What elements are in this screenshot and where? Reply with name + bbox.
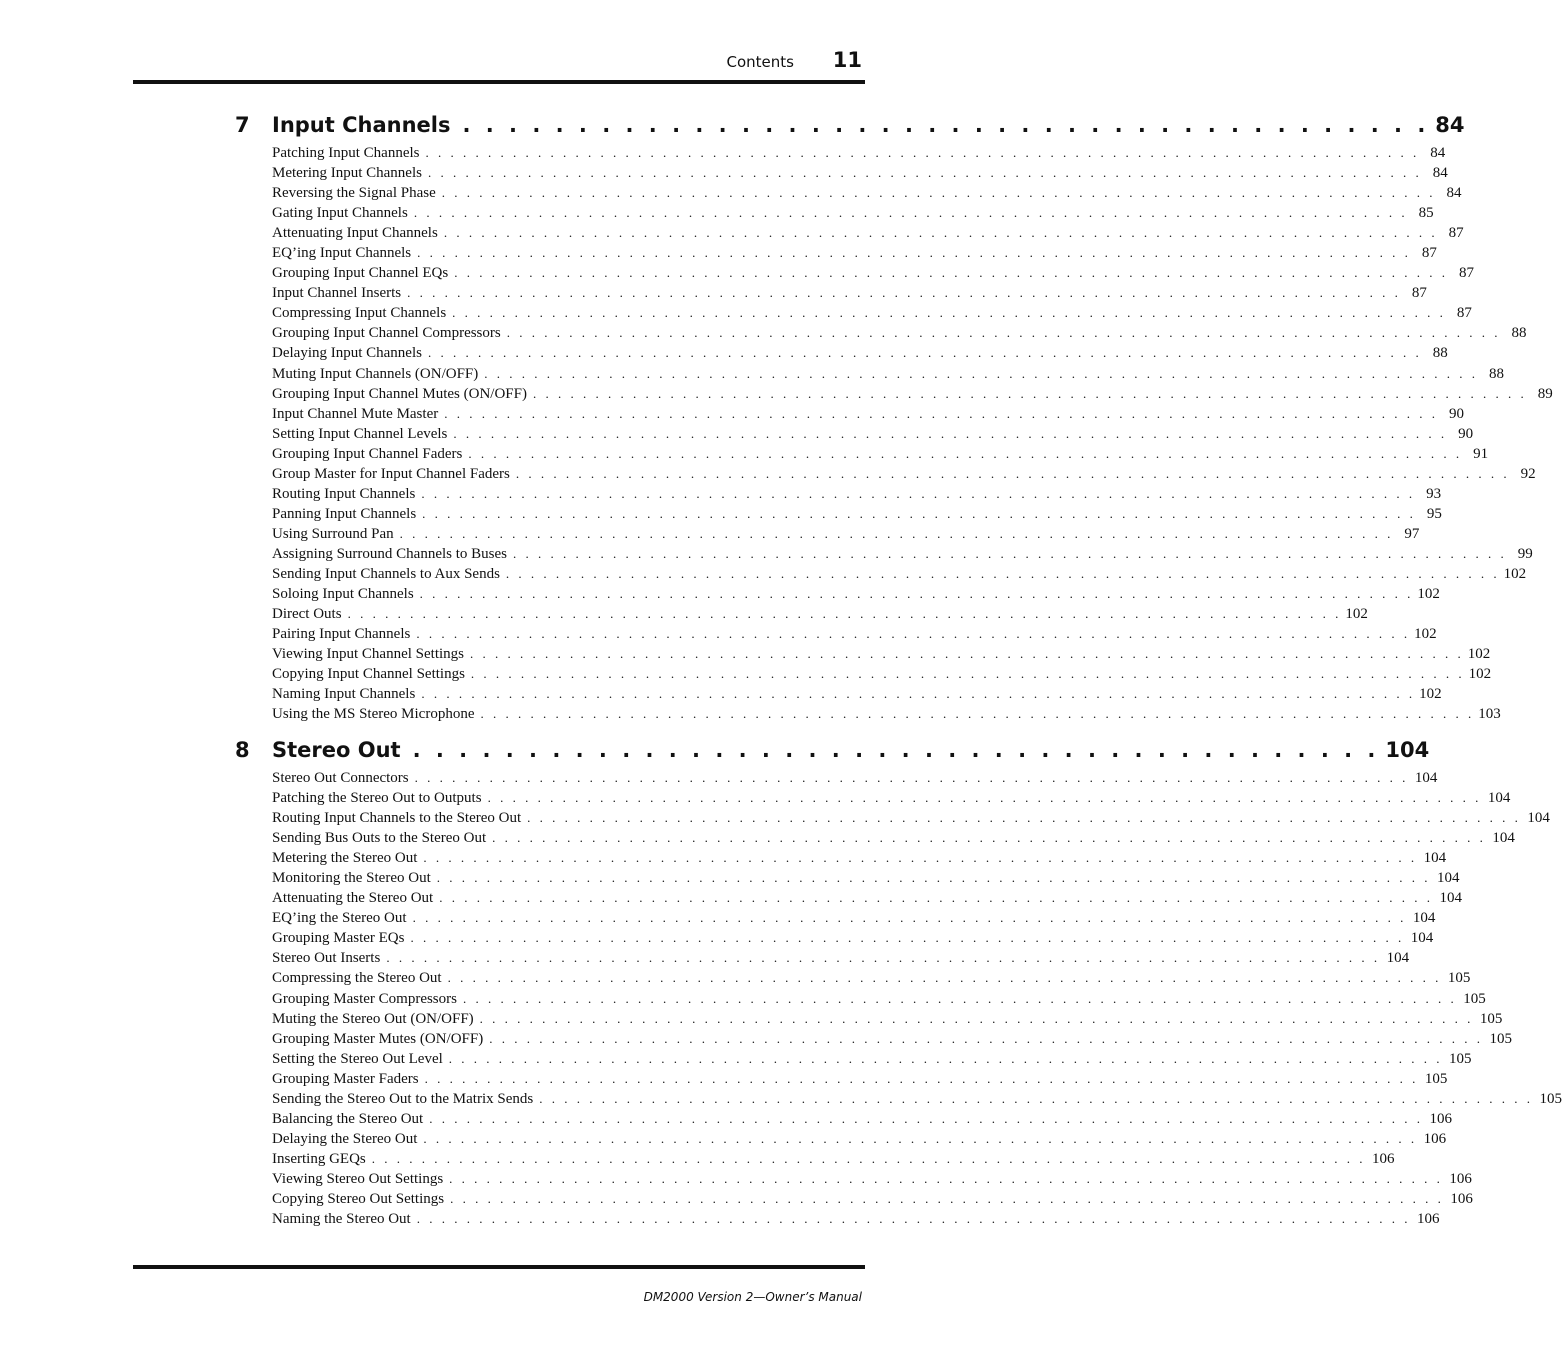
dot-leader: . . . . . . . . . . . . . . . . . . . . . . . . . . . . . . . . . . . . . . . . . . . . . . . . . . . . . . . . . . . . . . . . . . . . . . . . . . . . . . . .	[448, 1050, 1443, 1066]
dot-leader: . . . . . . . . . . . . . . . . . . . . . . . . . . . . . . . . . . . . . . . . . . . . . . . . . . . . . . . . . . . . . . . . . . . . . . . . . . . . . . . .	[452, 305, 1446, 321]
dot-leader: . . . . . . . . . . . . . . . . . . . . . . . . . . . . . . . . . . . . . . . . . . . . . . . . . . . . . . . . . . . . . . . . . . . . . . . . . . . . . . . .	[527, 810, 1521, 826]
toc-entry-page-number: 105	[1489, 1030, 1512, 1047]
dot-leader: . . . . . . . . . . . . . . . . . . . . . . . . . . . . . . . . . . . . . . . . . . . . . . . . . . . . . . . . . . . . . . . . . . . . . . . . . . . . . . . .	[371, 1150, 1366, 1166]
toc-entry[interactable]	[272, 770, 1438, 790]
toc-entry-title: Using the MS Stereo Microphone	[272, 706, 475, 723]
toc-entry-page-number: 84	[1446, 185, 1462, 202]
toc-entry-page-number: 87	[1448, 225, 1464, 242]
toc-entry-title: Metering Input Channels	[272, 165, 422, 182]
chapter-section	[235, 738, 1562, 1231]
toc-entry[interactable]	[272, 646, 1491, 666]
dot-leader: . . . . . . . . . . . . . . . . . . . . . . . . . . . . . . . . . . . . . . . . . . . . . . . . . . . . . . . . . . . . . . . . . . . . . . . . . . . . . . . .	[421, 686, 1416, 702]
toc-entry-title: Grouping Input Channel EQs	[272, 265, 449, 282]
dot-leader: . . . . . . . . . . . . . . . . . . . . . . . . . . . . . . . . . . . . . . . . . . . . . . . . . . . . . . . . . . . . . . . . . . . . . . . . . . . . . . . .	[347, 606, 1342, 622]
toc-entry-title: Input Channel Inserts	[272, 285, 402, 302]
dot-leader: . . . . . . . . . . . . . . . . . . . . . . . . . . . . . . . . . . . . . . . . . . . . . . . . . . . . . . . . . . . . . . . . . . . . . . . . . . . . . . . .	[515, 465, 1510, 481]
toc-entry[interactable]	[272, 930, 1434, 950]
dot-leader: . . . . . . . . . . . . . . . . . . . . . . . . . . . . . . . . . . . . . . . . . .	[412, 738, 1380, 762]
toc-entry-title: Pairing Input Channels	[272, 626, 411, 643]
toc-entry[interactable]	[272, 1110, 1452, 1131]
toc-entry[interactable]	[272, 626, 1437, 646]
dot-leader: . . . . . . . . . . . . . . . . . . . . . . . . . . . . . . . . . . . . . . . . . .	[462, 113, 1430, 137]
toc-entry-page-number: 104	[1436, 870, 1460, 887]
toc-entry-page-number: 87	[1456, 305, 1472, 322]
dot-leader: . . . . . . . . . . . . . . . . . . . . . . . . . . . . . . . . . . . . . . . . . . . . . . . . . . . . . . . . . . . . . . . . . . . . . . . . . . . . . . . .	[505, 565, 1500, 581]
toc-entry-page-number: 106	[1416, 1211, 1440, 1228]
dot-leader: . . . . . . . . . . . . . . . . . . . . . . . . . . . . . . . . . . . . . . . . . . . . . . . . . . . . . . . . . . . . . . . . . . . . . . . . . . . . . . . .	[441, 185, 1436, 201]
toc-entry-title: Gating Input Channels	[272, 205, 408, 222]
dot-leader: . . . . . . . . . . . . . . . . . . . . . . . . . . . . . . . . . . . . . . . . . . . . . . . . . . . . . . . . . . . . . . . . . . . . . . . . . . . . . . . .	[480, 706, 1475, 722]
dot-leader: . . . . . . . . . . . . . . . . . . . . . . . . . . . . . . . . . . . . . . . . . . . . . . . . . . . . . . . . . . . . . . . . . . . . . . . . . . . . . . . .	[447, 970, 1442, 986]
header-section-label: Contents	[726, 53, 794, 71]
toc-entry-page-number: 85	[1418, 205, 1434, 222]
toc-entry[interactable]	[272, 586, 1440, 606]
toc-entry-page-number: 105	[1539, 1090, 1562, 1107]
toc-entry[interactable]	[272, 910, 1436, 930]
dot-leader: . . . . . . . . . . . . . . . . . . . . . . . . . . . . . . . . . . . . . . . . . . . . . . . . . . . . . . . . . . . . . . . . . . . . . . . . . . . . . . . .	[492, 830, 1486, 846]
toc-entry-page-number: 87	[1411, 285, 1427, 302]
toc-entry[interactable]	[272, 525, 1420, 546]
toc-entry-page-number: 91	[1473, 445, 1489, 462]
dot-leader: . . . . . . . . . . . . . . . . . . . . . . . . . . . . . . . . . . . . . . . . . . . . . . . . . . . . . . . . . . . . . . . . . . . . . . . . . . . . . . . .	[407, 285, 1401, 301]
toc-entry-title: Input Channel Mute Master	[272, 405, 439, 422]
toc-entry-title: Delaying Input Channels	[272, 345, 422, 362]
toc-entry-page-number: 88	[1489, 365, 1504, 382]
footer-rule	[133, 1265, 865, 1269]
toc-entry-title: Soloing Input Channels	[272, 586, 414, 603]
toc-entry[interactable]	[272, 830, 1515, 850]
toc-entry[interactable]	[272, 425, 1474, 446]
dot-leader: . . . . . . . . . . . . . . . . . . . . . . . . . . . . . . . . . . . . . . . . . . . . . . . . . . . . . . . . . . . . . . . . . . . . . . . . . . . . . . . .	[410, 930, 1405, 946]
toc-entry-page-number: 93	[1426, 485, 1442, 502]
toc-entry[interactable]	[272, 870, 1460, 890]
toc-entry-title: Using Surround Pan	[272, 525, 394, 542]
toc-entry-page-number: 106	[1372, 1150, 1395, 1167]
toc-entry-page-number: 106	[1449, 1170, 1472, 1187]
toc-entry[interactable]	[272, 1130, 1447, 1151]
toc-entry-title: Naming the Stereo Out	[272, 1211, 411, 1228]
toc-entry[interactable]	[272, 485, 1442, 506]
dot-leader: . . . . . . . . . . . . . . . . . . . . . . . . . . . . . . . . . . . . . . . . . . . . . . . . . . . . . . . . . . . . . . . . . . . . . . . . . . . . . . . .	[416, 1211, 1411, 1227]
dot-leader: . . . . . . . . . . . . . . . . . . . . . . . . . . . . . . . . . . . . . . . . . . . . . . . . . . . . . . . . . . . . . . . . . . . . . . . . . . . . . . . .	[427, 165, 1422, 181]
dot-leader: . . . . . . . . . . . . . . . . . . . . . . . . . . . . . . . . . . . . . . . . . . . . . . . . . . . . . . . . . . . . . . . . . . . . . . . . . . . . . . . .	[462, 990, 1457, 1006]
toc-entry-title: Direct Outs	[272, 606, 342, 623]
toc-entry[interactable]	[272, 990, 1486, 1011]
toc-entry-title: Inserting GEQs	[272, 1150, 366, 1167]
dot-leader: . . . . . . . . . . . . . . . . . . . . . . . . . . . . . . . . . . . . . . . . . . . . . . . . . . . . . . . . . . . . . . . . . . . . . . . . . . . . . . . .	[468, 445, 1463, 461]
dot-leader: . . . . . . . . . . . . . . . . . . . . . . . . . . . . . . . . . . . . . . . . . . . . . . . . . . . . . . . . . . . . . . . . . . . . . . . . . . . . . . . .	[489, 1030, 1483, 1046]
dot-leader: . . . . . . . . . . . . . . . . . . . . . . . . . . . . . . . . . . . . . . . . . . . . . . . . . . . . . . . . . . . . . . . . . . . . . . . . . . . . . . . .	[417, 245, 1411, 261]
toc-entry[interactable]	[272, 1090, 1562, 1111]
toc-entry-title: Metering the Stereo Out	[272, 850, 418, 867]
dot-leader: . . . . . . . . . . . . . . . . . . . . . . . . . . . . . . . . . . . . . . . . . . . . . . . . . . . . . . . . . . . . . . . . . . . . . . . . . . . . . . . .	[424, 1070, 1419, 1086]
dot-leader: . . . . . . . . . . . . . . . . . . . . . . . . . . . . . . . . . . . . . . . . . . . . . . . . . . . . . . . . . . . . . . . . . . . . . . . . . . . . . . . .	[423, 1130, 1418, 1146]
dot-leader: . . . . . . . . . . . . . . . . . . . . . . . . . . . . . . . . . . . . . . . . . . . . . . . . . . . . . . . . . . . . . . . . . . . . . . . . . . . . . . . .	[487, 790, 1482, 806]
toc-entry-page-number: 87	[1421, 245, 1437, 262]
toc-entry-page-number: 104	[1439, 890, 1462, 907]
toc-entry-title: Setting the Stereo Out Level	[272, 1050, 443, 1067]
toc-entry-page-number: 105	[1463, 990, 1486, 1007]
toc-entry[interactable]	[272, 850, 1447, 870]
chapter-title: Stereo Out	[272, 738, 401, 762]
toc-entry-page-number: 95	[1426, 505, 1442, 522]
toc-entry-page-number: 102	[1345, 606, 1368, 623]
toc-entry[interactable]	[272, 165, 1448, 185]
toc-entry[interactable]	[272, 1190, 1473, 1211]
toc-entry[interactable]	[272, 1170, 1472, 1191]
toc-entry-title: Sending Input Channels to Aux Sends	[272, 565, 500, 582]
toc-entry-title: Copying Input Channel Settings	[272, 666, 465, 683]
toc-entry-title: Muting the Stereo Out (ON/OFF)	[272, 1010, 474, 1027]
toc-entry-title: Viewing Stereo Out Settings	[272, 1170, 444, 1187]
dot-leader: . . . . . . . . . . . . . . . . . . . . . . . . . . . . . . . . . . . . . . . . . . . . . . . . . . . . . . . . . . . . . . . . . . . . . . . . . . . . . . . .	[425, 145, 1420, 160]
page-footer: DM2000 Version 2—Owner’s Manual	[643, 1290, 862, 1304]
dot-leader: . . . . . . . . . . . . . . . . . . . . . . . . . . . . . . . . . . . . . . . . . . . . . . . . . . . . . . . . . . . . . . . . . . . . . . . . . . . . . . . .	[470, 646, 1464, 662]
chapter-page-number: 104	[1385, 738, 1430, 762]
toc-entry-page-number: 106	[1429, 1110, 1452, 1127]
toc-entry-page-number: 104	[1423, 850, 1447, 867]
toc-entry-title: Naming Input Channels	[272, 686, 416, 703]
toc-entry[interactable]	[272, 706, 1501, 726]
toc-entry-title: Balancing the Stereo Out	[272, 1110, 424, 1127]
toc-entry-page-number: 106	[1423, 1130, 1447, 1147]
dot-leader: . . . . . . . . . . . . . . . . . . . . . . . . . . . . . . . . . . . . . . . . . . . . . . . . . . . . . . . . . . . . . . . . . . . . . . . . . . . . . . . .	[399, 525, 1394, 541]
dot-leader: . . . . . . . . . . . . . . . . . . . . . . . . . . . . . . . . . . . . . . . . . . . . . . . . . . . . . . . . . . . . . . . . . . . . . . . . . . . . . . . .	[513, 545, 1507, 561]
toc-entry-page-number: 97	[1404, 525, 1420, 542]
toc-entry-title: Patching the Stereo Out to Outputs	[272, 790, 482, 807]
toc-entry[interactable]	[272, 305, 1472, 325]
toc-entry-title: Grouping Input Channel Compressors	[272, 325, 501, 342]
chapter-title: Input Channels	[272, 113, 451, 137]
toc-entry-title: Assigning Surround Channels to Buses	[272, 545, 508, 562]
toc-entry[interactable]	[272, 1150, 1395, 1171]
toc-entry-page-number: 99	[1517, 545, 1533, 562]
toc-entry[interactable]	[272, 666, 1492, 686]
dot-leader: . . . . . . . . . . . . . . . . . . . . . . . . . . . . . . . . . . . . . . . . . . . . . . . . . . . . . . . . . . . . . . . . . . . . . . . . . . . . . . . .	[429, 1110, 1423, 1126]
dot-leader: . . . . . . . . . . . . . . . . . . . . . . . . . . . . . . . . . . . . . . . . . . . . . . . . . . . . . . . . . . . . . . . . . . . . . . . . . . . . . . . .	[479, 1010, 1474, 1026]
toc-entry-page-number: 102	[1468, 666, 1492, 683]
chapter-page-number: 84	[1435, 113, 1465, 137]
chapter-section	[235, 113, 1553, 726]
toc-entry-page-number: 104	[1492, 830, 1515, 847]
toc-entry-page-number: 104	[1414, 770, 1438, 786]
toc-entry[interactable]	[272, 1211, 1440, 1231]
toc-entry[interactable]	[272, 285, 1427, 305]
chapter-number: 7	[235, 113, 250, 137]
toc-entry-page-number: 90	[1458, 425, 1474, 442]
dot-leader: . . . . . . . . . . . . . . . . . . . . . . . . . . . . . . . . . . . . . . . . . . . . . . . . . . . . . . . . . . . . . . . . . . . . . . . . . . . . . . . .	[484, 365, 1478, 381]
dot-leader: . . . . . . . . . . . . . . . . . . . . . . . . . . . . . . . . . . . . . . . . . . . . . . . . . . . . . . . . . . . . . . . . . . . . . . . . . . . . . . . .	[533, 385, 1527, 401]
toc-entry-title: Panning Input Channels	[272, 505, 417, 522]
toc-entry-list	[235, 770, 1562, 1231]
toc-entry[interactable]	[272, 790, 1511, 810]
toc-entry-page-number: 105	[1424, 1070, 1448, 1087]
toc-entry[interactable]	[272, 225, 1464, 245]
dot-leader: . . . . . . . . . . . . . . . . . . . . . . . . . . . . . . . . . . . . . . . . . . . . . . . . . . . . . . . . . . . . . . . . . . . . . . . . . . . . . . . .	[386, 950, 1381, 966]
dot-leader: . . . . . . . . . . . . . . . . . . . . . . . . . . . . . . . . . . . . . . . . . . . . . . . . . . . . . . . . . . . . . . . . . . . . . . . . . . . . . . . .	[449, 1170, 1443, 1186]
dot-leader: . . . . . . . . . . . . . . . . . . . . . . . . . . . . . . . . . . . . . . . . . . . . . . . . . . . . . . . . . . . . . . . . . . . . . . . . . . . . . . . .	[450, 1190, 1444, 1206]
toc-entry-title: Routing Input Channels to the Stereo Out	[272, 810, 522, 827]
toc-entry-title: Stereo Out Inserts	[272, 950, 381, 967]
header-page-number: 11	[832, 48, 862, 72]
toc-entry[interactable]	[272, 405, 1464, 426]
dot-leader: . . . . . . . . . . . . . . . . . . . . . . . . . . . . . . . . . . . . . . . . . . . . . . . . . . . . . . . . . . . . . . . . . . . . . . . . . . . . . . . .	[423, 850, 1418, 866]
toc-entry-title: Muting Input Channels (ON/OFF)	[272, 365, 479, 382]
toc-entry[interactable]	[272, 810, 1550, 830]
dot-leader: . . . . . . . . . . . . . . . . . . . . . . . . . . . . . . . . . . . . . . . . . . . . . . . . . . . . . . . . . . . . . . . . . . . . . . . . . . . . . . . .	[413, 205, 1408, 221]
toc-entry-title: EQ’ing Input Channels	[272, 245, 412, 262]
toc-entry-title: Viewing Input Channel Settings	[272, 646, 464, 663]
toc-entry[interactable]	[272, 465, 1536, 486]
toc-entry-page-number: 102	[1417, 586, 1440, 603]
toc-entry-page-number: 105	[1449, 1050, 1472, 1067]
toc-entry-page-number: 102	[1419, 686, 1442, 703]
toc-entry-page-number: 104	[1386, 950, 1410, 967]
toc-entry-title: Setting Input Channel Levels	[272, 425, 448, 442]
toc-entry-page-number: 104	[1410, 930, 1434, 947]
toc-entry-page-number: 102	[1414, 626, 1437, 643]
toc-entry[interactable]	[272, 205, 1434, 225]
toc-entry-page-number: 102	[1467, 646, 1491, 663]
toc-entry-page-number: 89	[1537, 385, 1553, 402]
toc-entry[interactable]	[272, 245, 1437, 265]
toc-entry[interactable]	[272, 325, 1527, 345]
toc-entry[interactable]	[272, 185, 1462, 205]
toc-entry[interactable]	[272, 890, 1462, 910]
toc-entry-title: Grouping Input Channel Mutes (ON/OFF)	[272, 385, 527, 402]
toc-entry[interactable]	[272, 1050, 1472, 1071]
toc-entry[interactable]	[272, 445, 1489, 466]
toc-entry-page-number: 84	[1430, 145, 1446, 161]
dot-leader: . . . . . . . . . . . . . . . . . . . . . . . . . . . . . . . . . . . . . . . . . . . . . . . . . . . . . . . . . . . . . . . . . . . . . . . . . . . . . . . .	[453, 425, 1448, 441]
toc-entry-page-number: 88	[1432, 345, 1448, 362]
dot-leader: . . . . . . . . . . . . . . . . . . . . . . . . . . . . . . . . . . . . . . . . . . . . . . . . . . . . . . . . . . . . . . . . . . . . . . . . . . . . . . . .	[454, 265, 1448, 281]
toc-entry[interactable]	[272, 686, 1442, 706]
toc-entry-title: Patching Input Channels	[272, 145, 420, 161]
toc-entry-title: Grouping Master Compressors	[272, 990, 457, 1007]
toc-entry-page-number: 102	[1503, 565, 1527, 582]
toc-entry[interactable]	[272, 1070, 1448, 1091]
toc-entry-title: Stereo Out Connectors	[272, 770, 409, 786]
toc-entry-page-number: 105	[1479, 1010, 1503, 1027]
toc-entry-title: Compressing Input Channels	[272, 305, 447, 322]
toc-entry-page-number: 104	[1487, 790, 1511, 807]
dot-leader: . . . . . . . . . . . . . . . . . . . . . . . . . . . . . . . . . . . . . . . . . . . . . . . . . . . . . . . . . . . . . . . . . . . . . . . . . . . . . . . .	[421, 485, 1416, 501]
dot-leader: . . . . . . . . . . . . . . . . . . . . . . . . . . . . . . . . . . . . . . . . . . . . . . . . . . . . . . . . . . . . . . . . . . . . . . . . . . . . . . . .	[539, 1090, 1533, 1106]
chapter-heading[interactable]	[235, 738, 1430, 770]
toc-entry[interactable]	[272, 505, 1442, 526]
page-header	[133, 48, 864, 78]
toc-entry[interactable]	[272, 1010, 1503, 1031]
chapter-number: 8	[235, 738, 250, 762]
toc-entry-title: Sending Bus Outs to the Stereo Out	[272, 830, 487, 847]
dot-leader: . . . . . . . . . . . . . . . . . . . . . . . . . . . . . . . . . . . . . . . . . . . . . . . . . . . . . . . . . . . . . . . . . . . . . . . . . . . . . . . .	[414, 770, 1409, 785]
toc-entry[interactable]	[272, 1030, 1512, 1051]
toc-entry[interactable]	[272, 970, 1471, 990]
toc-entry[interactable]	[272, 145, 1446, 165]
toc-entry-list	[235, 145, 1553, 726]
toc-entry-title: Sending the Stereo Out to the Matrix Sends	[272, 1090, 534, 1107]
toc-entry-title: Reversing the Signal Phase	[272, 185, 436, 202]
toc-entry-title: Grouping Input Channel Faders	[272, 445, 463, 462]
dot-leader: . . . . . . . . . . . . . . . . . . . . . . . . . . . . . . . . . . . . . . . . . . . . . . . . . . . . . . . . . . . . . . . . . . . . . . . . . . . . . . . .	[427, 345, 1422, 361]
toc-entry-title: Grouping Master EQs	[272, 930, 405, 947]
toc-entry-title: Attenuating the Stereo Out	[272, 890, 434, 907]
toc-entry-page-number: 90	[1448, 405, 1464, 422]
toc-entry[interactable]	[272, 385, 1553, 406]
toc-entry-page-number: 103	[1478, 706, 1501, 723]
dot-leader: . . . . . . . . . . . . . . . . . . . . . . . . . . . . . . . . . . . . . . . . . . . . . . . . . . . . . . . . . . . . . . . . . . . . . . . . . . . . . . . .	[422, 505, 1416, 521]
dot-leader: . . . . . . . . . . . . . . . . . . . . . . . . . . . . . . . . . . . . . . . . . . . . . . . . . . . . . . . . . . . . . . . . . . . . . . . . . . . . . . . .	[444, 405, 1438, 421]
toc-entry-title: Copying Stereo Out Settings	[272, 1190, 445, 1207]
dot-leader: . . . . . . . . . . . . . . . . . . . . . . . . . . . . . . . . . . . . . . . . . . . . . . . . . . . . . . . . . . . . . . . . . . . . . . . . . . . . . . . .	[470, 666, 1465, 682]
toc-entry[interactable]	[272, 565, 1527, 586]
dot-leader: . . . . . . . . . . . . . . . . . . . . . . . . . . . . . . . . . . . . . . . . . . . . . . . . . . . . . . . . . . . . . . . . . . . . . . . . . . . . . . . .	[412, 910, 1407, 926]
toc-entry-title: Routing Input Channels	[272, 485, 416, 502]
toc-entry-title: Grouping Master Mutes (ON/OFF)	[272, 1030, 484, 1047]
toc-entry[interactable]	[272, 950, 1410, 970]
toc-entry-page-number: 92	[1520, 465, 1536, 482]
toc-entry-page-number: 105	[1447, 970, 1471, 987]
toc-entry-page-number: 87	[1458, 265, 1474, 282]
toc-entry[interactable]	[272, 345, 1448, 365]
toc-entry-title: Compressing the Stereo Out	[272, 970, 442, 987]
chapter-heading[interactable]	[235, 113, 1465, 145]
toc-entry-title: Group Master for Input Channel Faders	[272, 465, 510, 482]
dot-leader: . . . . . . . . . . . . . . . . . . . . . . . . . . . . . . . . . . . . . . . . . . . . . . . . . . . . . . . . . . . . . . . . . . . . . . . . . . . . . . . .	[439, 890, 1433, 906]
toc-entry-title: Delaying the Stereo Out	[272, 1130, 418, 1147]
toc-entry-title: EQ’ing the Stereo Out	[272, 910, 407, 927]
dot-leader: . . . . . . . . . . . . . . . . . . . . . . . . . . . . . . . . . . . . . . . . . . . . . . . . . . . . . . . . . . . . . . . . . . . . . . . . . . . . . . . .	[436, 870, 1431, 886]
toc-entry-page-number: 104	[1527, 810, 1550, 827]
toc-entry[interactable]	[272, 365, 1504, 386]
toc-entry-title: Monitoring the Stereo Out	[272, 870, 431, 887]
header-rule	[133, 80, 865, 84]
toc-entry-page-number: 88	[1511, 325, 1527, 342]
toc-entry-title: Attenuating Input Channels	[272, 225, 438, 242]
dot-leader: . . . . . . . . . . . . . . . . . . . . . . . . . . . . . . . . . . . . . . . . . . . . . . . . . . . . . . . . . . . . . . . . . . . . . . . . . . . . . . . .	[419, 586, 1414, 602]
toc-entry-title: Grouping Master Faders	[272, 1070, 419, 1087]
dot-leader: . . . . . . . . . . . . . . . . . . . . . . . . . . . . . . . . . . . . . . . . . . . . . . . . . . . . . . . . . . . . . . . . . . . . . . . . . . . . . . . .	[506, 325, 1501, 341]
toc-entry[interactable]	[272, 265, 1474, 285]
toc-entry-page-number: 104	[1412, 910, 1436, 927]
toc-entry[interactable]	[272, 545, 1533, 566]
toc-entry[interactable]	[272, 606, 1368, 626]
dot-leader: . . . . . . . . . . . . . . . . . . . . . . . . . . . . . . . . . . . . . . . . . . . . . . . . . . . . . . . . . . . . . . . . . . . . . . . . . . . . . . . .	[416, 626, 1411, 642]
dot-leader: . . . . . . . . . . . . . . . . . . . . . . . . . . . . . . . . . . . . . . . . . . . . . . . . . . . . . . . . . . . . . . . . . . . . . . . . . . . . . . . .	[443, 225, 1438, 241]
toc-entry-page-number: 106	[1450, 1190, 1473, 1207]
toc-entry-page-number: 84	[1432, 165, 1448, 182]
